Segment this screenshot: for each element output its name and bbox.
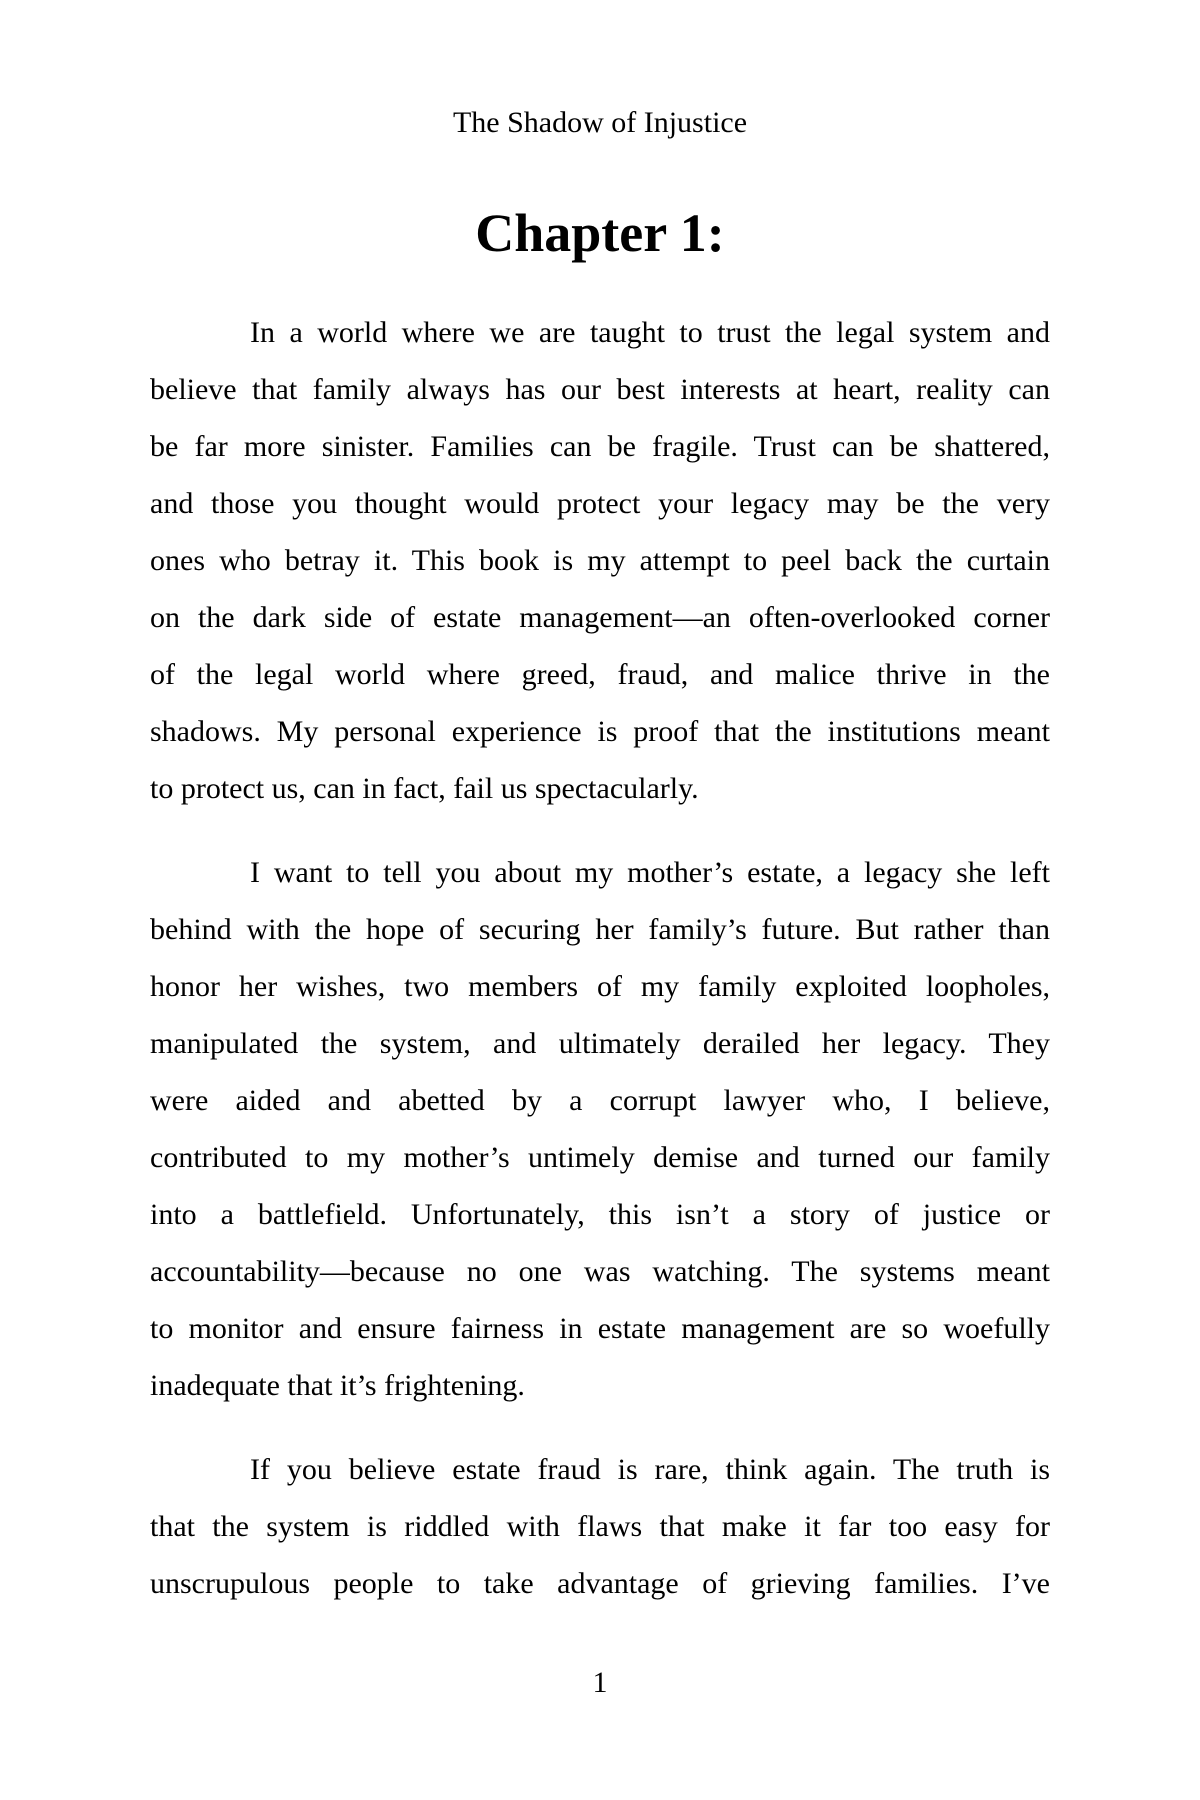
text-line: and those you thought would protect your legacy may be the very: [150, 487, 1050, 520]
text-line: manipulated the system, and ultimately derailed her legacy. They: [150, 1027, 1050, 1060]
running-head: The Shadow of Injustice: [452, 106, 748, 139]
page-number: 1: [592, 1666, 608, 1699]
text-line: shadows. My personal experience is proof that the institutions meant: [150, 715, 1050, 748]
text-line: contributed to my mother’s untimely demise and turned our family: [150, 1141, 1050, 1174]
text-line: behind with the hope of securing her family’s future. But rather than: [150, 913, 1050, 946]
text-line: into a battlefield. Unfortunately, this isn’t a story of justice or: [150, 1198, 1050, 1231]
text-line: inadequate that it’s frightening.: [150, 1369, 525, 1402]
text-line: In a world where we are taught to trust the legal system and: [250, 316, 1050, 349]
text-line: that the system is riddled with flaws that make it far too easy for: [150, 1510, 1050, 1543]
text-line: ones who betray it. This book is my attempt to peel back the curtain: [150, 544, 1050, 577]
text-line: believe that family always has our best interests at heart, reality can: [150, 373, 1050, 406]
text-line: accountability—because no one was watching. The systems meant: [150, 1255, 1050, 1288]
text-line: be far more sinister. Families can be fragile. Trust can be shattered,: [150, 430, 1050, 463]
text-line: unscrupulous people to take advantage of grieving families. I’ve: [150, 1567, 1050, 1600]
text-line: to monitor and ensure fairness in estate management are so woefully: [150, 1312, 1050, 1345]
text-line: If you believe estate fraud is rare, think again. The truth is: [250, 1453, 1050, 1486]
text-line: of the legal world where greed, fraud, and malice thrive in the: [150, 658, 1050, 691]
text-line: to protect us, can in fact, fail us spectacularly.: [150, 772, 699, 805]
text-line: honor her wishes, two members of my family exploited loopholes,: [150, 970, 1050, 1003]
text-line: I want to tell you about my mother’s estate, a legacy she left: [250, 856, 1050, 889]
chapter-title: Chapter 1:: [475, 203, 725, 263]
text-line: on the dark side of estate management—an often-overlooked corner: [150, 601, 1050, 634]
text-line: were aided and abetted by a corrupt lawyer who, I believe,: [150, 1084, 1050, 1117]
